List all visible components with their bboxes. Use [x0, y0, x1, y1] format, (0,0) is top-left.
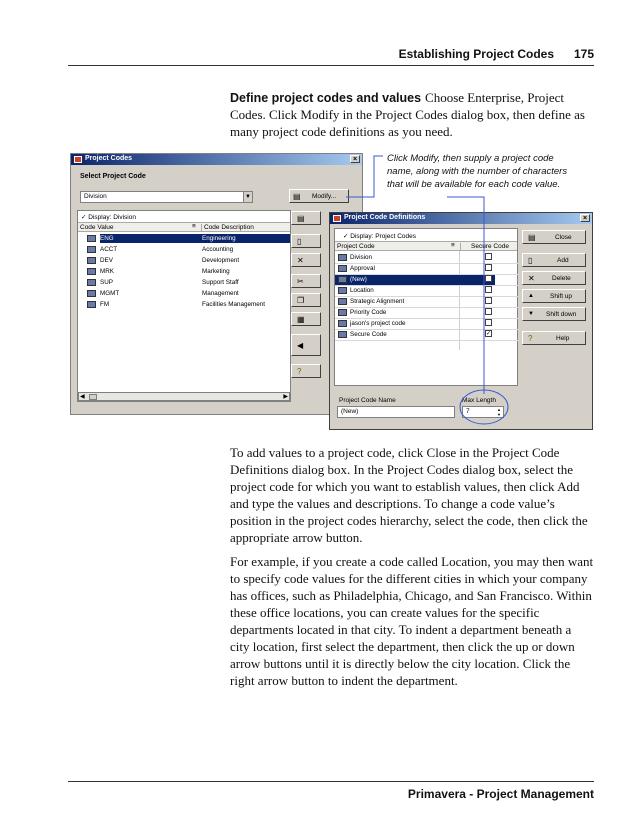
shift-up-label: Shift up: [550, 293, 573, 300]
sort-icon: ≡: [192, 223, 196, 230]
footer-text: Primavera - Project Management: [407, 787, 594, 801]
help-label: Help: [556, 335, 570, 342]
copy-icon: ❐: [297, 296, 305, 305]
project-code-name: (New): [350, 276, 367, 283]
code-node-icon: [87, 268, 96, 275]
secure-code-checkbox[interactable]: ✓: [486, 331, 492, 337]
add-button[interactable]: [522, 253, 586, 267]
shift-down-button[interactable]: [522, 307, 586, 321]
project-code-name: Division: [350, 254, 373, 261]
document-icon: ▯: [528, 256, 533, 265]
code-value: MRK: [100, 268, 114, 275]
project-codes-title: Project Codes: [85, 155, 133, 162]
project-code-name: Location: [350, 287, 374, 294]
code-value: FM: [100, 301, 110, 308]
cut-side-button[interactable]: [291, 274, 321, 288]
shift-up-button[interactable]: [522, 289, 586, 303]
help-button[interactable]: [522, 331, 586, 345]
code-node-icon: [338, 265, 347, 272]
selected-row-highlight: [100, 234, 290, 243]
project-code-select-value: Division: [84, 193, 107, 200]
code-description: Facilities Management: [202, 301, 265, 308]
code-description: Engineering: [202, 235, 236, 242]
code-value: ACCT: [100, 246, 118, 253]
row-divider: [335, 340, 519, 341]
code-value: SUP: [100, 279, 113, 286]
code-node-icon: [87, 301, 96, 308]
paste-side-button[interactable]: [291, 312, 321, 326]
document-icon: ▯: [297, 237, 302, 246]
secure-code-checkbox[interactable]: [485, 253, 492, 260]
project-code-definitions-dialog: [329, 212, 593, 430]
page-footer: [68, 781, 594, 801]
project-code-name-input[interactable]: (New): [337, 406, 455, 418]
code-value: ENG: [100, 235, 114, 242]
project-code-name: Strategic Alignment: [350, 298, 405, 305]
scroll-thumb[interactable]: [89, 394, 97, 400]
project-code-name: Priority Code: [350, 309, 387, 316]
add-label: Add: [557, 257, 569, 264]
display-filter[interactable]: [343, 232, 416, 240]
code-description: Management: [202, 290, 239, 297]
close-side-button[interactable]: [291, 211, 321, 225]
project-code-name: Secure Code: [350, 331, 387, 338]
scroll-right-icon[interactable]: ▶: [283, 394, 288, 400]
code-node-icon: [338, 331, 347, 338]
code-node-icon: [338, 320, 347, 327]
paragraph-location-example: For example, if you create a code called Location, you may then want to specify code values for the different cities in which your company has offices, such as Philadelphia, Chicago, and San Francisco. Within these office locations, you can create values for the specific departments located in that city. To indent a department beneath a city location, first select the department, then click the up or down arrow buttons until it is directly below the city location. Click the right arrow button to indent the department.: [230, 554, 594, 688]
select-project-code-label: Select Project Code: [80, 173, 146, 180]
definitions-titlebar: [330, 213, 592, 224]
arrow-left-icon: ◀: [297, 341, 304, 350]
code-description: Accounting: [202, 246, 234, 253]
code-node-icon: [338, 276, 347, 283]
checkmark-icon: ✓: [343, 233, 351, 240]
sort-icon: ≡: [451, 242, 455, 249]
help-icon: ?: [297, 367, 302, 376]
code-node-icon: [338, 309, 347, 316]
code-description: Development: [202, 257, 240, 264]
column-header-row: [335, 241, 517, 251]
help-side-button[interactable]: [291, 364, 321, 378]
secure-code-checkbox[interactable]: [485, 264, 492, 271]
arrow-down-icon: ▼: [528, 311, 534, 317]
code-node-icon: [87, 290, 96, 297]
code-description: Marketing: [202, 268, 230, 275]
secure-code-column-header[interactable]: Secure Code: [460, 243, 509, 250]
callout-text: Click Modify, then supply a project code name, along with the number of characters that will be available for each code value.: [387, 153, 568, 190]
paragraph-close-and-add: To add values to a project code, click Close in the Project Code Definitions dialog box. In the Project Codes dialog box, select the project code for which you want to establish values, then click Add and type the values and descriptions. To change a code value’s position in the project codes hierarchy, select the code, then click the appropriate arrow button.: [230, 445, 588, 545]
copy-side-button[interactable]: [291, 293, 321, 307]
secure-code-checkbox[interactable]: [485, 308, 492, 315]
modify-label: Modify...: [312, 193, 337, 200]
code-node-icon: [87, 257, 96, 264]
secure-code-checkbox[interactable]: [485, 319, 492, 326]
scissors-icon: ✂: [297, 277, 304, 286]
scroll-left-icon[interactable]: ◀: [80, 394, 85, 400]
code-values-list: [77, 210, 291, 402]
secure-code-checkbox[interactable]: [485, 275, 492, 282]
code-value: DEV: [100, 257, 113, 264]
project-code-definitions-list: [334, 228, 518, 386]
project-code-name: jason's project code: [350, 320, 406, 327]
code-value: MGMT: [100, 290, 120, 297]
project-code-column-header[interactable]: Project Code: [337, 243, 375, 250]
code-node-icon: [338, 287, 347, 294]
code-node-icon: [87, 279, 96, 286]
definitions-title: Project Code Definitions: [344, 214, 426, 221]
spin-arrows-icon[interactable]: ▲ ▼: [497, 407, 501, 417]
close-label: Close: [555, 234, 572, 241]
code-node-icon: [338, 254, 347, 261]
help-icon: ?: [528, 334, 533, 343]
max-length-value: 7: [466, 408, 470, 415]
code-node-icon: [87, 246, 96, 253]
delete-x-icon: ✕: [297, 256, 304, 265]
modify-icon: ▤: [293, 192, 301, 201]
close-dialog-icon: ▤: [528, 233, 536, 242]
section-intro: [230, 89, 594, 140]
arrow-up-icon: ▲: [528, 293, 534, 299]
column-header-row: [78, 222, 290, 232]
close-icon[interactable]: ×: [580, 214, 590, 222]
page-header: [68, 42, 594, 66]
secure-code-checkbox[interactable]: [485, 286, 492, 293]
code-node-icon: [338, 298, 347, 305]
close-dialog-icon: ▤: [297, 214, 305, 223]
section-heading: Define project codes and values: [230, 91, 422, 105]
display-filter[interactable]: [81, 213, 136, 221]
display-filter-label: Display: Division: [88, 214, 136, 221]
project-code-select[interactable]: [80, 191, 253, 203]
display-filter-label: Display: Project Codes: [350, 233, 417, 240]
project-codes-titlebar: [71, 154, 362, 165]
delete-side-button[interactable]: [291, 253, 321, 267]
code-value-column-header[interactable]: Code Value: [80, 224, 114, 231]
add-side-button[interactable]: [291, 234, 321, 248]
checkmark-icon: ✓: [81, 214, 89, 221]
app-icon: [74, 156, 82, 163]
chevron-down-icon[interactable]: ▼: [243, 192, 252, 202]
modify-button[interactable]: [289, 189, 349, 203]
secure-code-checkbox[interactable]: [485, 297, 492, 304]
horizontal-scrollbar[interactable]: [78, 392, 290, 401]
max-length-label: Max Length: [462, 397, 496, 404]
arrow-left-button[interactable]: [291, 334, 321, 356]
shift-down-label: Shift down: [546, 311, 577, 318]
page-number: 175: [573, 47, 594, 61]
project-codes-dialog: [70, 153, 363, 415]
project-code-name: Approval: [350, 265, 375, 272]
delete-x-icon: ✕: [528, 274, 535, 283]
close-button[interactable]: [522, 230, 586, 244]
paste-icon: ▦: [297, 315, 305, 324]
delete-button[interactable]: [522, 271, 586, 285]
code-node-icon: [87, 235, 96, 242]
close-icon[interactable]: ×: [350, 155, 360, 163]
app-icon: [333, 215, 341, 222]
code-description: Support Staff: [202, 279, 239, 286]
running-title: Establishing Project Codes: [398, 47, 554, 61]
max-length-input[interactable]: [462, 406, 504, 418]
column-divider: [459, 251, 460, 350]
code-description-column-header[interactable]: Code Description: [201, 224, 254, 231]
delete-label: Delete: [552, 275, 571, 282]
project-code-name-label: Project Code Name: [339, 397, 396, 404]
section-intro-text: Choose Enterprise, Project Codes. Click Modify in the Project Codes dialog box, then define as many project code definitions as you need.: [230, 90, 585, 139]
